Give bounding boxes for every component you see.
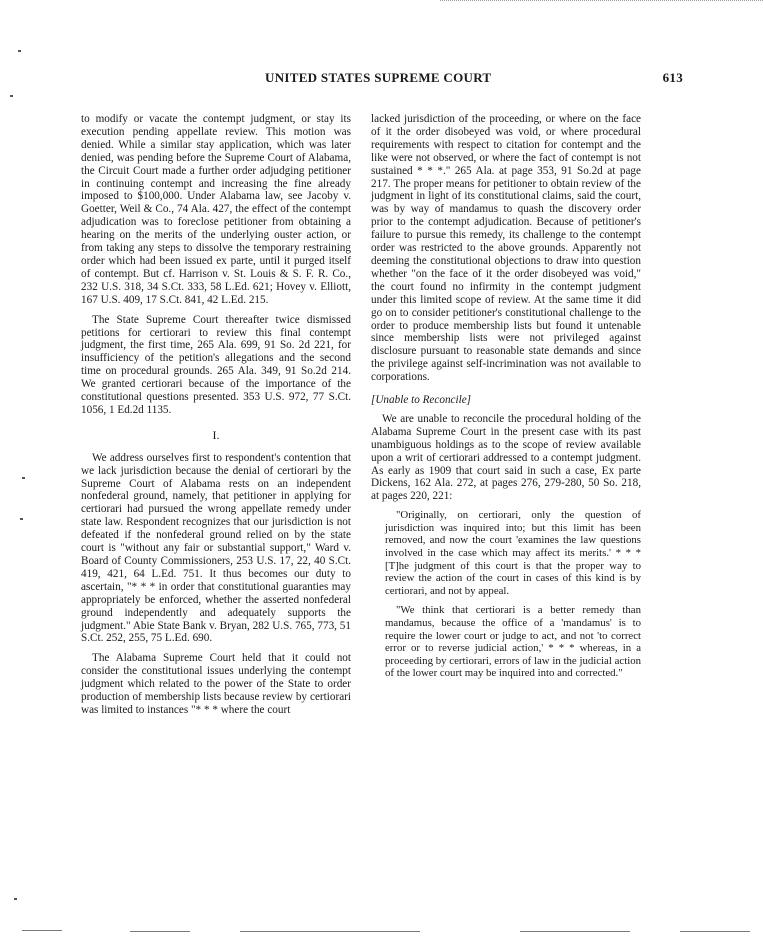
subheading: [Unable to Reconcile] bbox=[371, 394, 472, 407]
paragraph: We are unable to reconcile the procedural holding of the Alabama Supreme Court in the present case with its past unambiguous holdings as to the scope of review available upon a writ of certiorari addressed to a contempt judgment. As early as 1909 that court said in such a case, Ex parte Dickens, 162 Ala. 272, at pages 276, 279-280, 50 So. 218, at pages 220, 221: bbox=[371, 412, 641, 503]
margin-mark bbox=[20, 518, 23, 520]
paragraph: lacked jurisdiction of the proceeding, or where on the face of it the order disobeyed was void, or where procedural requirements with respect to citation for contempt and the like were not observed, or where the fact of contempt is not sustained * * *." 265 Ala. at page 353, 91 So.2d at page 217. The proper means for petitioner to obtain review of the judgment in light of its constitutional claims, said the court, was by way of mandamus to quash the discovery order prior to the contempt adjudication. Because of petitioner's failure to pursue this remedy, its challenge to the contempt order was restricted to the above grounds. Apparently not deeming the constitutional objections to draw into question whether "on the face of it the order disobeyed was void," the court found no infirmity in the contempt judgment under this limited scope of review. At the same time it did go on to consider petitioner's constitutional challenge to the order to produce membership lists but found it untenable since membership lists were not privileged against disclosure pursuant to reasonable state demands and since the privilege against self-incrimination was not available to corporations. bbox=[371, 113, 641, 384]
bottom-rule bbox=[520, 931, 630, 932]
right-column bbox=[371, 113, 641, 680]
bottom-rule bbox=[240, 931, 420, 932]
bottom-rule bbox=[130, 931, 190, 932]
block-quote bbox=[385, 509, 641, 680]
quote-paragraph: "Originally, on certiorari, only the question of jurisdiction was inquired into; but this limit has been removed, and now the court 'examines the law questions involved in the case which may affect its merits.' * * * [T]he judgment of this court is that the proper way to review the action of the court in cases of this kind is by certiorari, and not by appeal. bbox=[385, 509, 641, 597]
bottom-rule bbox=[680, 931, 750, 932]
left-column bbox=[81, 113, 351, 717]
page-header bbox=[83, 70, 683, 88]
running-title: UNITED STATES SUPREME COURT bbox=[265, 70, 492, 85]
section-heading: I. bbox=[212, 427, 220, 442]
bottom-rule bbox=[22, 930, 62, 931]
margin-mark bbox=[18, 50, 21, 52]
paragraph: We address ourselves first to respondent's contention that we lack jurisdiction because the denial of certiorari by the Supreme Court of Alabama rests on an independent nonfederal ground, namely, that petitioner in applying for certiorari had pursued the wrong appellate remedy under state law. Respondent recognizes that our jurisdiction is not defeated if the nonfederal ground relied on by the state court is "without any fair or substantial support," Ward v. Board of County Commissioners, 253 U.S. 17, 22, 40 S.Ct. 419, 421, 64 L.Ed. 751. It thus becomes our duty to ascertain, "* * * in order that constitutional guaranties may appropriately be enforced, whether the asserted nonfederal ground independently and adequately supports the judgment." Abie State Bank v. Bryan, 282 U.S. 765, 773, 51 S.Ct. 252, 255, 75 L.Ed. 690. bbox=[81, 451, 351, 645]
page-number: 613 bbox=[662, 70, 683, 85]
margin-mark bbox=[22, 477, 25, 479]
paragraph: The State Supreme Court thereafter twice dismissed petitions for certiorari to review this final contempt judgment, the first time, 265 Ala. 699, 91 So. 2d 221, for insufficiency of the petition's allegations and the second time on procedural grounds. 265 Ala. 349, 91 So.2d 214. We granted certiorari because of the importance of the constitutional questions presented. 353 U.S. 972, 77 S.Ct. 1056, 1 Ed.2d 1135. bbox=[81, 313, 351, 416]
margin-mark bbox=[14, 898, 17, 900]
paragraph: to modify or vacate the contempt judgment, or stay its execution pending appellate review. This motion was denied. While a similar stay application, which was later denied, was pending before the Supreme Court of Alabama, the Circuit Court made a further order adjudging petitioner in continuing contempt and increasing the fine already imposed to $100,000. Under Alabama law, see Jacoby v. Goetter, Weil & Co., 74 Ala. 427, the effect of the contempt adjudication was to foreclose petitioner from obtaining a hearing on the merits of the underlying ouster action, or from taking any steps to dissolve the temporary restraining order which had been issued ex parte, until it purged itself of contempt. But cf. Harrison v. St. Louis & S. F. R. Co., 232 U.S. 318, 34 S.Ct. 333, 58 L.Ed. 621; Hovey v. Elliott, 167 U.S. 409, 17 S.Ct. 841, 42 L.Ed. 215. bbox=[81, 113, 351, 306]
quote-paragraph: "We think that certiorari is a better remedy than mandamus, because the office of a 'mandamus' is to require the lower court or judge to act, and not 'to correct error or to reverse judicial action,' * * * whereas, in a proceeding by certiorari, errors of law in the judicial action of the lower court may be inquired into and corrected." bbox=[385, 604, 641, 680]
top-edge-dots bbox=[440, 0, 763, 5]
paragraph: The Alabama Supreme Court held that it could not consider the constitutional issues underlying the contempt judgment which related to the power of the State to order production of membership lists because review by certiorari was limited to instances "* * * where the court bbox=[81, 652, 351, 716]
margin-mark bbox=[10, 95, 13, 97]
